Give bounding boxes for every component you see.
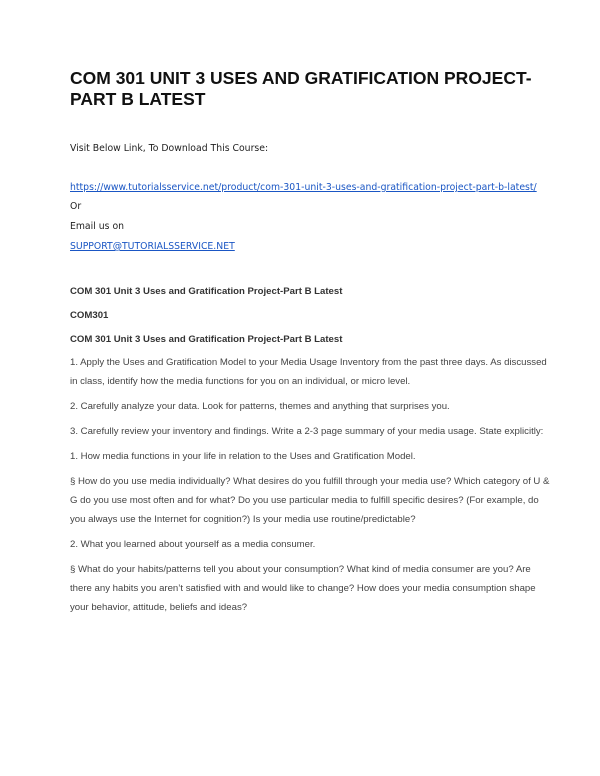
section-heading: COM 301 Unit 3 Uses and Gratification Project-Part B Latest xyxy=(70,286,343,297)
paragraph-6: 2. What you learned about yourself as a media consumer. xyxy=(70,539,316,550)
paragraph-5: § How do you use media individually? What desires do you fulfill through your media use? Which category of U & G do you use most often and for what? Do you use particular media to fulfill specific desires? (For example, do you always use the Internet for cognition?) Is your media use routine/predictable? xyxy=(70,476,550,525)
document-title: COM 301 UNIT 3 USES AND GRATIFICATION PROJECT-PART B LATEST xyxy=(70,68,532,109)
paragraph-1: 1. Apply the Uses and Gratification Model to your Media Usage Inventory from the past three days. As discussed in class, identify how the media functions for you on an individual, or micro level. xyxy=(70,357,547,387)
paragraph-2: 2. Carefully analyze your data. Look for patterns, themes and anything that surprises you. xyxy=(70,401,450,412)
visit-instruction: Visit Below Link, To Download This Course: xyxy=(70,143,269,154)
document-content xyxy=(70,68,550,617)
paragraph-3: 3. Carefully review your inventory and findings. Write a 2-3 page summary of your media usage. State explicitly: xyxy=(70,426,544,437)
email-label: Email us on xyxy=(70,221,125,232)
or-text: Or xyxy=(70,201,82,212)
support-email-link[interactable]: SUPPORT@TUTORIALSSERVICE.NET xyxy=(70,241,235,252)
paragraph-4: 1. How media functions in your life in relation to the Uses and Gratification Model. xyxy=(70,451,416,462)
course-link[interactable]: https://www.tutorialsservice.net/product/com-301-unit-3-uses-and-gratification-project-part-b-latest/ xyxy=(70,182,537,193)
section-subheading: COM 301 Unit 3 Uses and Gratification Project-Part B Latest xyxy=(70,334,343,345)
course-code: COM301 xyxy=(70,310,109,321)
paragraph-7: § What do your habits/patterns tell you about your consumption? What kind of media consumer are you? Are there any habits you aren’t satisfied with and would like to change? How does your media consumption shape your behavior, attitude, beliefs and ideas? xyxy=(70,564,536,613)
